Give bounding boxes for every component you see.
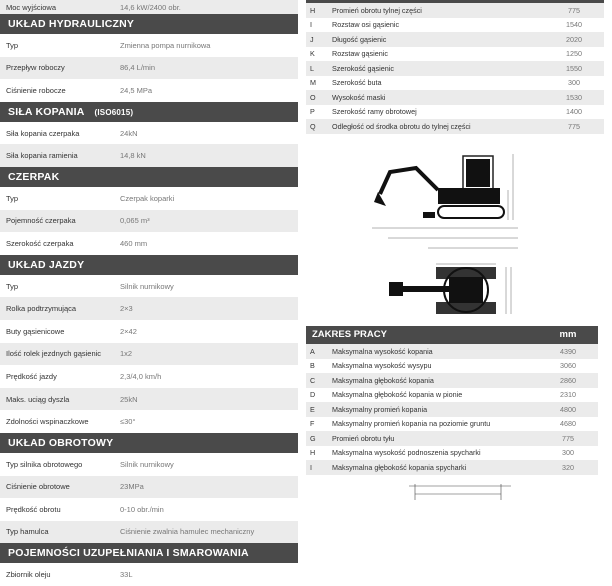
dimension-value: 775 [568,5,580,15]
spec-value: 86,4 L/min [120,63,156,73]
dimension-description: Maksymalna wysokość podnoszenia spycharki [332,448,481,458]
spec-key: Szerokość czerpaka [6,238,74,248]
zakres-pracy-table [306,326,598,475]
spec-row [0,57,298,80]
section-header [0,14,298,34]
dimension-value: 300 [568,78,580,88]
dimension-letter: E [310,404,315,414]
spec-row [0,388,298,411]
spec-row [0,410,298,433]
spec-key: Siła kopania czerpaka [6,128,80,138]
section-title: POJEMNOŚCI UZUPEŁNIANIA I SMAROWANIA [8,547,249,560]
section-title: CZERPAK [8,170,60,183]
dimension-letter: B [310,361,315,371]
spec-row [0,34,298,57]
dimension-value: 300 [562,448,574,458]
dimension-row [306,32,604,47]
dimension-letter: L [310,63,314,73]
spec-row [0,79,298,102]
section-header [0,167,298,187]
dimension-letter: C [310,375,316,385]
dimension-letter: J [310,34,314,44]
dimension-value: 2020 [566,34,582,44]
dimension-row [306,373,598,388]
spec-row [0,521,298,544]
dimension-description: Maksymalna głębokość kopania [332,375,434,385]
spec-value: 25kN [120,394,138,404]
dimension-letter: G [310,433,316,443]
dimension-letter: K [310,49,315,59]
spec-key: Ciśnienie robocze [6,85,66,95]
spec-key: Buty gąsienicowe [6,326,65,336]
spec-value: ≤30° [120,417,136,427]
spec-value: 14,6 kW/2400 obr. [120,2,181,12]
dimension-value: 3060 [560,361,576,371]
dimension-description: Długość gąsienic [332,34,387,44]
dimension-description: Promień obrotu tylnej części [332,5,422,15]
spec-value: 2,3/4,0 km/h [120,371,162,381]
spec-key: Przepływ roboczy [6,63,65,73]
dimension-description: Rozstaw osi gąsienic [332,20,400,30]
dimension-description: Odległość od środka obrotu do tylnej części [332,121,471,131]
dimension-description: Wysokość maski [332,92,386,102]
section-title: UKŁAD OBROTOWY [8,436,114,449]
spec-row [0,320,298,343]
dimension-row [306,431,598,446]
dimension-row [306,61,604,76]
spec-row [0,343,298,366]
dimension-row [306,417,598,432]
dimension-row [306,388,598,403]
spec-key: Prędkość jazdy [6,371,57,381]
right-spec-column [306,0,604,472]
dimension-letter: Q [310,121,316,131]
spec-sections [0,14,298,586]
spec-row [0,365,298,388]
spec-value: 24,5 MPa [120,85,153,95]
spec-value: Ciśnienie zwalnia hamulec mechaniczny [120,527,255,537]
dimension-value: 320 [562,462,574,472]
working-range-drawing [401,480,521,500]
dimension-description: Szerokość buta [332,78,382,88]
section-header [0,102,298,122]
spec-value: 14,8 kN [120,151,146,161]
spec-row-power [0,0,298,14]
spec-value: Silnik nurnikowy [120,459,174,469]
dimension-value: 4800 [560,404,576,414]
spec-key: Siła kopania ramienia [6,151,78,161]
spec-value: Silnik nurnikowy [120,281,174,291]
spec-key: Prędkość obrotu [6,504,61,514]
zakres-unit: mm [559,329,577,340]
dimension-value: 775 [562,433,574,443]
spec-key: Zdolności wspinaczkowe [6,417,89,427]
dimension-value: 1550 [566,63,582,73]
spec-row [0,210,298,233]
dimension-value: 2860 [560,375,576,385]
left-spec-column [0,0,298,586]
spec-value: Zmienna pompa nurnikowa [120,40,211,50]
dimensions-list [306,3,604,134]
spec-value: 1x2 [120,349,133,359]
spec-row [0,297,298,320]
dimension-row [306,3,604,18]
dimension-letter: I [310,462,312,472]
section-header [0,255,298,275]
section-title: UKŁAD HYDRAULICZNY [8,18,135,30]
dimension-letter: H [310,5,316,15]
dimension-row [306,344,598,359]
spec-value: 33L [120,570,133,580]
dimension-row [306,76,604,91]
section-title: SIŁA KOPANIA [8,105,85,118]
excavator-side-view-drawing [368,150,528,255]
dimension-description: Maksymalna wysokość wysypu [332,361,432,371]
dimension-value: 775 [568,121,580,131]
dimension-letter: O [310,92,316,102]
dimension-value: 1530 [566,92,582,102]
dimension-letter: H [310,448,316,458]
dimension-value: 4680 [560,419,576,429]
spec-value: 2×42 [120,326,137,336]
spec-key: Rolka podtrzymująca [6,304,77,314]
dimension-description: Maksymalna wysokość kopania [332,346,433,356]
spec-row [0,275,298,298]
dimension-letter: P [310,107,315,117]
dimension-description: Maksymalny promień kopania na poziomie gruntu [332,419,491,429]
spec-key: Zbiornik oleju [6,570,51,580]
spec-row [0,187,298,210]
dimension-description: Rozstaw gąsienic [332,49,388,59]
dimension-row [306,402,598,417]
spec-value: 2×3 [120,304,133,314]
dimension-row [306,105,604,120]
spec-key: Typ hamulca [6,527,49,537]
excavator-top-view-drawing [381,262,521,322]
dimension-description: Maksymalny promień kopania [332,404,428,414]
dimension-description: Promień obrotu tyłu [332,433,395,443]
spec-key: Moc wyjściowa [6,2,57,12]
dimension-letter: D [310,390,316,400]
dimension-row [306,18,604,33]
dimension-row [306,460,598,475]
spec-key: Ciśnienie obrotowe [6,482,70,492]
zakres-rows [306,344,598,475]
dimension-value: 1540 [566,20,582,30]
spec-row [0,144,298,167]
section-subtitle: (ISO6015) [94,107,134,117]
section-header [0,433,298,453]
dimension-letter: F [310,419,315,429]
spec-value: 460 mm [120,238,148,248]
zakres-title: ZAKRES PRACY [312,329,387,340]
spec-row [0,232,298,255]
dimension-row [306,47,604,62]
section-title: UKŁAD JAZDY [8,258,85,271]
dimension-value: 1250 [566,49,582,59]
spec-key: Typ [6,40,19,50]
spec-key: Maks. uciąg dyszla [6,394,70,404]
spec-value: 0,065 m³ [120,216,150,226]
spec-row [0,498,298,521]
spec-row [0,122,298,145]
spec-key: Typ [6,193,19,203]
dimension-letter: A [310,346,315,356]
spec-row [0,476,298,499]
spec-value: 24kN [120,128,138,138]
section-header [0,543,298,563]
dimension-description: Szerokość gąsienic [332,63,394,73]
spec-value: 0-10 obr./min [120,504,164,514]
dimension-letter: M [310,78,316,88]
dimension-row [306,119,604,134]
dimension-value: 4390 [560,346,576,356]
dimension-description: Szerokość ramy obrotowej [332,107,417,117]
dimension-letter: I [310,20,312,30]
dimension-description: Maksymalna głębokość kopania spycharki [332,462,467,472]
dimension-row [306,90,604,105]
dimension-description: Maksymalna głębokość kopania w pionie [332,390,463,400]
zakres-pracy-header [306,326,598,344]
spec-row [0,453,298,476]
dimension-value: 1400 [566,107,582,117]
spec-key: Ilość rolek jezdnych gąsienic [6,349,102,359]
spec-key: Typ silnika obrotowego [6,459,83,469]
spec-key: Pojemność czerpaka [6,216,76,226]
dimension-value: 2310 [560,390,576,400]
spec-value: Czerpak koparki [120,193,175,203]
dimension-row [306,446,598,461]
spec-key: Typ [6,281,19,291]
spec-value: 23MPa [120,482,144,492]
dimension-row [306,359,598,374]
spec-row [0,563,298,586]
